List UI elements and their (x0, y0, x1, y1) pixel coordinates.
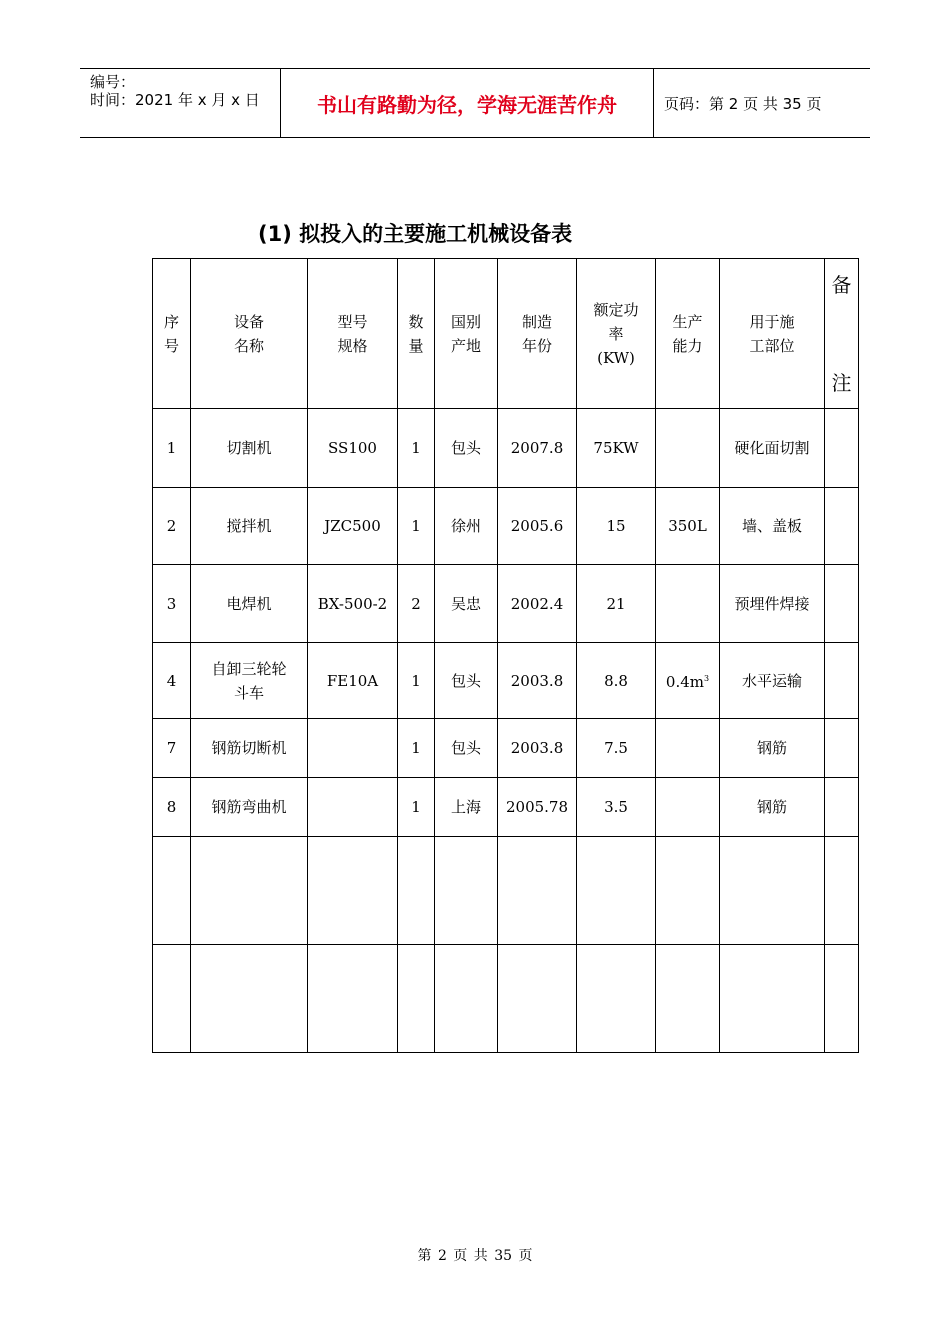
cell-capacity: 350L (656, 488, 720, 565)
cell-origin: 上海 (435, 778, 498, 837)
cell-name: 搅拌机 (191, 488, 308, 565)
header-note-bottom: 注 (831, 370, 852, 395)
table-row (153, 409, 859, 488)
cell-capacity (656, 565, 720, 643)
header-usage (720, 259, 825, 409)
header-qty (398, 259, 435, 409)
header-time: 时间：2021 年 x 月 x 日 (90, 91, 260, 109)
cell-model: FE10A (308, 643, 398, 719)
header-seq-text: 序 号 (163, 312, 179, 355)
header-name-text: 设备 名称 (233, 312, 264, 355)
cell-year: 2003.8 (498, 719, 577, 778)
cell-power: 7.5 (577, 719, 656, 778)
cell-year: 2005.78 (498, 778, 577, 837)
equipment-table (152, 258, 859, 1053)
empty-cell (153, 945, 191, 1053)
cell-power: 21 (577, 565, 656, 643)
capacity-value: 0.4m (665, 673, 704, 691)
header-qty-text: 数 量 (408, 312, 424, 355)
cell-capacity (656, 409, 720, 488)
empty-cell (656, 837, 720, 945)
cell-qty: 1 (398, 409, 435, 488)
empty-cell (191, 945, 308, 1053)
cell-model (308, 719, 398, 778)
empty-cell (498, 945, 577, 1053)
table-header-row (153, 259, 859, 409)
cell-origin: 徐州 (435, 488, 498, 565)
header-motto: 书山有路勤为径，学海无涯苦作舟 (281, 69, 654, 137)
cell-year: 2007.8 (498, 409, 577, 488)
empty-cell (498, 837, 577, 945)
empty-cell (435, 945, 498, 1053)
cell-usage: 预埋件焊接 (720, 565, 825, 643)
header-name (191, 259, 308, 409)
cell-model: JZC500 (308, 488, 398, 565)
cell-usage: 墙、盖板 (720, 488, 825, 565)
cell-model (308, 778, 398, 837)
empty-cell (825, 837, 859, 945)
cell-qty: 1 (398, 488, 435, 565)
empty-cell (153, 837, 191, 945)
cell-power: 15 (577, 488, 656, 565)
empty-cell (435, 837, 498, 945)
header-note (825, 259, 859, 409)
cell-capacity (656, 778, 720, 837)
capacity-exponent: 3 (704, 674, 710, 683)
table-row-empty (153, 837, 859, 945)
header-usage-text: 用于施 工部位 (749, 312, 795, 355)
cell-origin: 包头 (435, 719, 498, 778)
cell-note (825, 409, 859, 488)
cell-capacity (656, 719, 720, 778)
empty-cell (577, 945, 656, 1053)
cell-name (191, 643, 308, 719)
header-meta (80, 69, 281, 137)
cell-model: BX-500-2 (308, 565, 398, 643)
cell-power: 75KW (577, 409, 656, 488)
cell-note (825, 565, 859, 643)
header-seq (153, 259, 191, 409)
header-model (308, 259, 398, 409)
cell-usage: 钢筋 (720, 719, 825, 778)
header-model-text: 型号 规格 (337, 312, 368, 355)
table-row (153, 719, 859, 778)
cell-seq: 8 (153, 778, 191, 837)
cell-seq: 4 (153, 643, 191, 719)
table-row (153, 488, 859, 565)
empty-cell (308, 837, 398, 945)
cell-origin: 包头 (435, 409, 498, 488)
empty-cell (825, 945, 859, 1053)
cell-origin: 吴忠 (435, 565, 498, 643)
table-row (153, 778, 859, 837)
cell-qty: 2 (398, 565, 435, 643)
header-note-top: 备 (831, 272, 852, 297)
cell-year: 2003.8 (498, 643, 577, 719)
cell-seq: 1 (153, 409, 191, 488)
header-number: 编号： (90, 73, 136, 91)
header-capacity-text: 生产 能力 (672, 312, 703, 355)
cell-name: 电焊机 (191, 565, 308, 643)
cell-year: 2002.4 (498, 565, 577, 643)
cell-qty: 1 (398, 719, 435, 778)
cell-note (825, 643, 859, 719)
table-row (153, 643, 859, 719)
empty-cell (720, 945, 825, 1053)
header-power-text: 额定功 率 (KW) (593, 300, 639, 367)
empty-cell (308, 945, 398, 1053)
cell-usage: 水平运输 (720, 643, 825, 719)
header-page-info: 页码：第 2 页 共 35 页 (664, 94, 822, 113)
cell-name-text: 自卸三轮轮 斗车 (211, 659, 287, 702)
header-year-text: 制造 年份 (521, 312, 552, 355)
cell-seq: 2 (153, 488, 191, 565)
empty-cell (398, 837, 435, 945)
cell-qty: 1 (398, 643, 435, 719)
cell-model: SS100 (308, 409, 398, 488)
cell-note (825, 719, 859, 778)
page-footer: 第 2 页 共 35 页 (417, 1248, 533, 1264)
table-row-empty (153, 945, 859, 1053)
cell-seq: 7 (153, 719, 191, 778)
header-origin (435, 259, 498, 409)
page-header (80, 68, 870, 138)
empty-cell (191, 837, 308, 945)
table-title: (1) 拟投入的主要施工机械设备表 (258, 222, 573, 246)
cell-usage: 硬化面切割 (720, 409, 825, 488)
empty-cell (720, 837, 825, 945)
empty-cell (398, 945, 435, 1053)
cell-note (825, 488, 859, 565)
cell-name: 切割机 (191, 409, 308, 488)
cell-power: 3.5 (577, 778, 656, 837)
cell-name: 钢筋弯曲机 (191, 778, 308, 837)
table-row (153, 565, 859, 643)
empty-cell (656, 945, 720, 1053)
cell-capacity (656, 643, 720, 719)
cell-qty: 1 (398, 778, 435, 837)
cell-note (825, 778, 859, 837)
cell-year: 2005.6 (498, 488, 577, 565)
header-year (498, 259, 577, 409)
cell-usage: 钢筋 (720, 778, 825, 837)
empty-cell (577, 837, 656, 945)
cell-power: 8.8 (577, 643, 656, 719)
header-capacity (656, 259, 720, 409)
cell-seq: 3 (153, 565, 191, 643)
cell-origin: 包头 (435, 643, 498, 719)
header-origin-text: 国别 产地 (450, 312, 481, 355)
header-power (577, 259, 656, 409)
cell-name: 钢筋切断机 (191, 719, 308, 778)
